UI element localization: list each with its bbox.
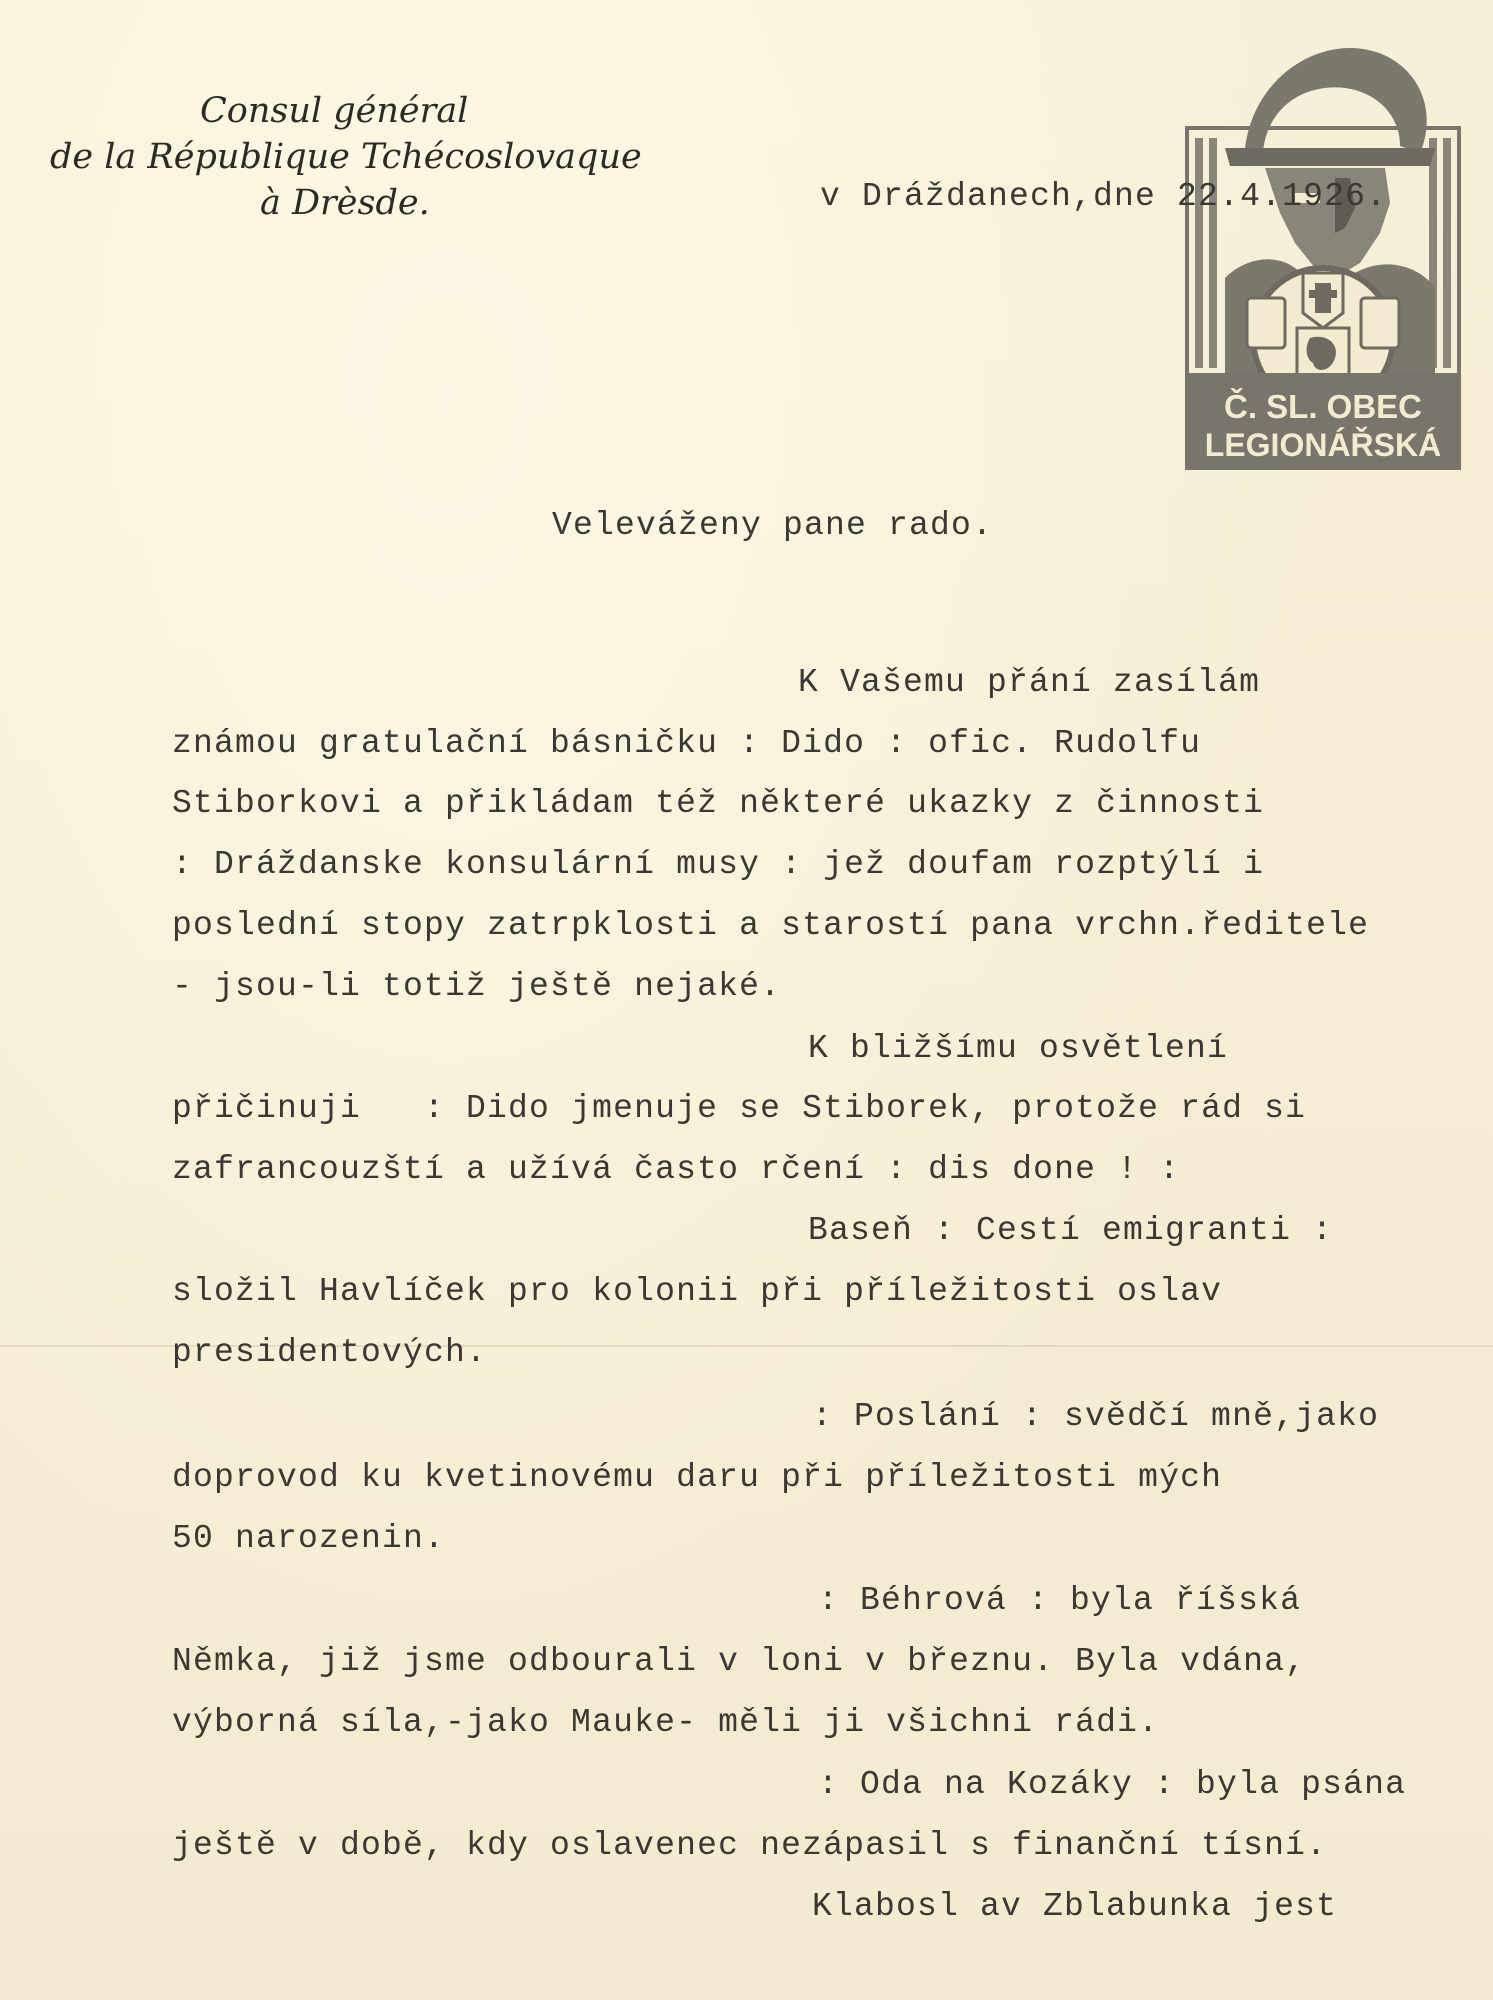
body-line: : Poslání : svědčí mně,jako [812, 1398, 1380, 1435]
body-line: zafrancouzští a užívá často rčení : dis done ! : [172, 1151, 1181, 1188]
body-line: doprovod ku kvetinovému daru při příležitosti mých [172, 1459, 1223, 1496]
body-line: složil Havlíček pro kolonii při příležitosti oslav [172, 1273, 1223, 1310]
body-line: presidentových. [172, 1334, 488, 1371]
body-line: K bližšímu osvětlení [808, 1030, 1229, 1067]
emblem-text-line-1: Č. SL. OBEC [1223, 388, 1423, 425]
letterhead-line-3: à Drèsde. [260, 183, 430, 223]
body-line: K Vašemu přání zasílám [798, 664, 1261, 701]
body-line: poslední stopy zatrpklosti a starostí pana vrchn.ředitele [172, 907, 1370, 944]
body-line: : Dráždanske konsulární musy : jež doufam rozptýlí i [172, 846, 1265, 883]
letter-salutation: Veleváženy pane rado. [552, 507, 994, 544]
legion-emblem-stamp [1185, 28, 1461, 470]
emblem-text-line-2: LEGIONÁŘSKÁ [1204, 427, 1442, 463]
body-line: ještě v době, kdy oslavenec nezápasil s finanční tísní. [172, 1827, 1328, 1864]
letterhead-line-1: Consul général [200, 91, 469, 131]
body-line: Baseň : Cestí emigranti : [808, 1212, 1334, 1249]
body-line: : Béhrová : byla říšská [818, 1582, 1302, 1619]
body-line: 50 narozenin. [172, 1520, 446, 1557]
body-line: - jsou-li totiž ještě nejaké. [172, 968, 782, 1005]
body-line: Stiborkovi a přikládam též některé ukazky z činnosti [172, 785, 1265, 822]
letterhead-line-2: de la République Tchécoslovaque [50, 137, 642, 177]
body-line: přičinuji : Dido jmenuje se Stiborek, protože rád si [172, 1090, 1307, 1127]
body-line: Němka, již jsme odbourali v loni v březnu. Byla vdána, [172, 1643, 1307, 1680]
consulate-letterhead [50, 88, 650, 226]
body-line: známou gratulační básničku : Dido : ofic. Rudolfu [172, 725, 1202, 762]
body-line: výborná síla,-jako Mauke- měli ji všichni rádi. [172, 1704, 1160, 1741]
body-line: : Oda na Kozáky : byla psána [818, 1766, 1407, 1803]
body-line: Klabosl av Zblabunka jest [812, 1888, 1338, 1925]
legion-soldier-emblem-icon [1185, 28, 1461, 470]
letter-date: v Dráždanech,dne 22.4.1926. [820, 178, 1388, 215]
